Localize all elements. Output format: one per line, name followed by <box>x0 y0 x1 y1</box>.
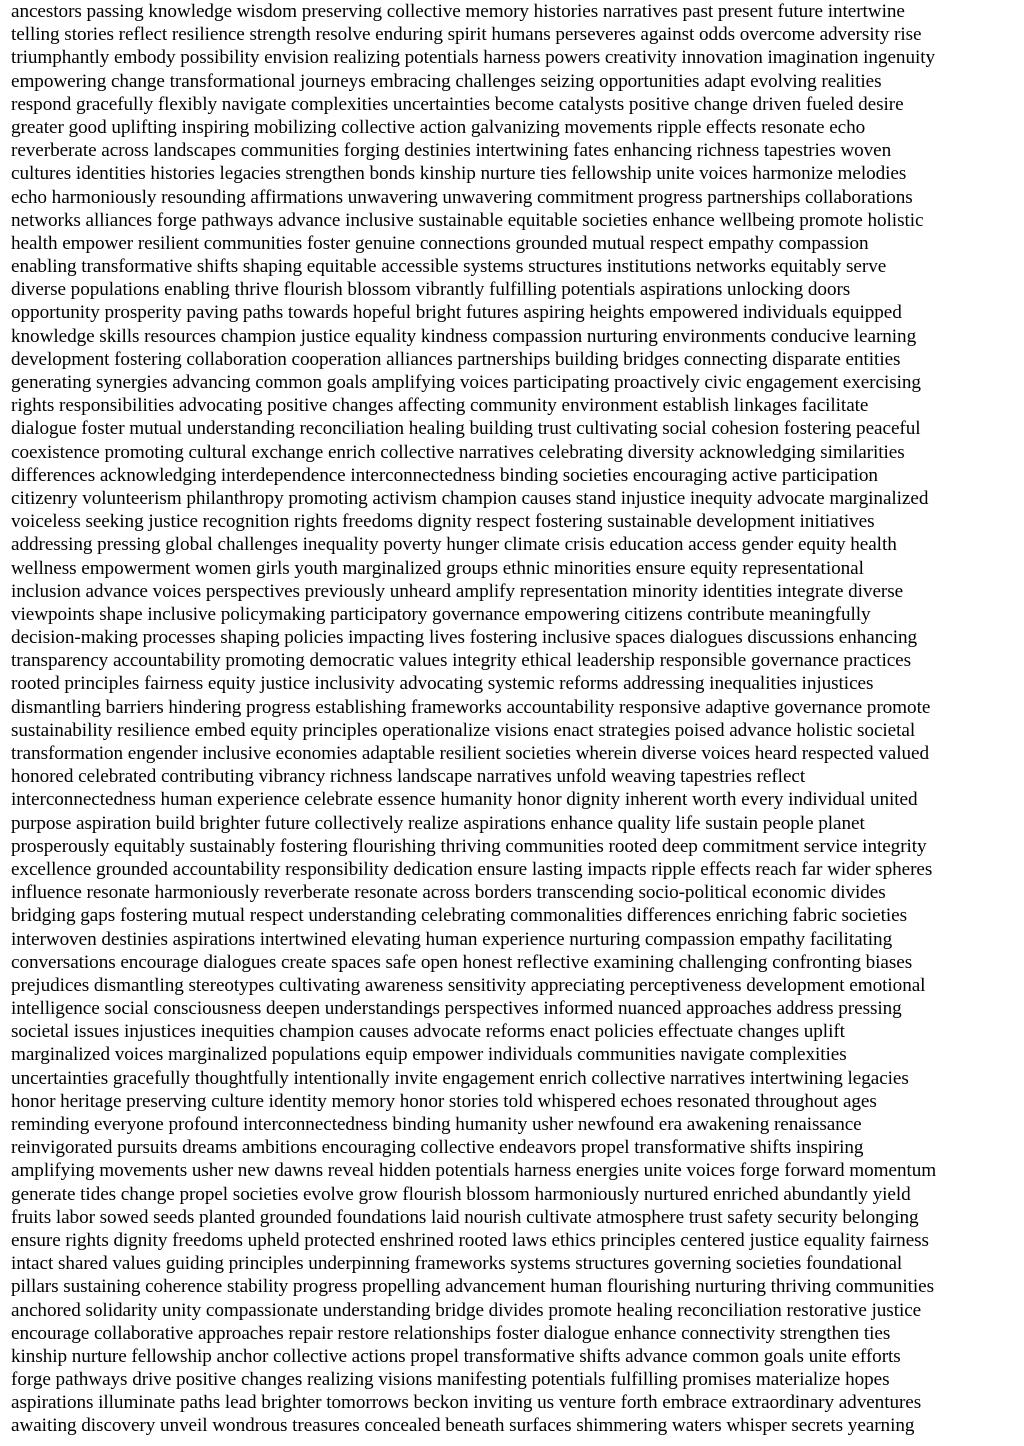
text-line: decision-making processes shaping policies impacting lives fostering inclusive spaces dialogues discussions enhancing <box>11 627 918 649</box>
text-line: amplifying movements usher new dawns reveal hidden potentials harness energies unite voices forge forward momentum <box>11 1160 937 1182</box>
text-line: knowledge skills resources champion justice equality kindness compassion nurturing environments conducive learning <box>11 325 917 347</box>
text-line: encourage collaborative approaches repair restore relationships foster dialogue enhance connectivity strengthen ties <box>11 1322 891 1344</box>
text-line: voiceless seeking justice recognition rights freedoms dignity respect fostering sustainable development initiatives <box>11 511 875 533</box>
text-line: intact shared values guiding principles underpinning frameworks systems structures governing societies foundational <box>11 1253 903 1275</box>
text-line: uncertainties gracefully thoughtfully intentionally invite engagement enrich collective narratives intertwining legacies <box>11 1067 909 1089</box>
text-line: honor heritage preserving culture identity memory honor stories told whispered echoes resonated throughout ages <box>11 1090 877 1112</box>
text-line: addressing pressing global challenges inequality poverty hunger climate crisis education access gender equity health <box>11 534 897 556</box>
text-line: development fostering collaboration cooperation alliances partnerships building bridges connecting disparate entities <box>11 348 901 370</box>
text-line: reminding everyone profound interconnectedness binding humanity usher newfound era awakening renaissance <box>11 1114 862 1135</box>
text-line: cultures identities histories legacies strengthen bonds kinship nurture ties fellowship unite voices harmonize melodies <box>11 163 907 185</box>
text-line: generate tides change propel societies evolve grow flourish blossom harmoniously nurtured enriched abundantly yield <box>11 1183 911 1205</box>
text-line: prejudices dismantling stereotypes cultivating awareness sensitivity appreciating perceptiveness development emotional <box>11 974 926 996</box>
text-line: transformation engender inclusive economies adaptable resilient societies wherein diverse voices heard respected valued <box>11 743 930 764</box>
text-line: networks alliances forge pathways advance inclusive sustainable equitable societies enhance wellbeing promote holistic <box>11 209 924 231</box>
text-line: generating synergies advancing common goals amplifying voices participating proactively civic engagement exercising <box>11 372 921 393</box>
text-line: coexistence promoting cultural exchange enrich collective narratives celebrating diversity acknowledging similarities <box>11 441 905 463</box>
text-line: awaiting discovery unveil wondrous treasures concealed beneath surfaces shimmering waters whisper secrets yearning <box>11 1415 915 1437</box>
text-line: conversations encourage dialogues create spaces safe open honest reflective examining challenging confronting biases <box>11 951 913 973</box>
text-line: ensure rights dignity freedoms upheld protected enshrined rooted laws ethics principles centered justice equality fairness <box>11 1229 929 1251</box>
text-line: echo harmoniously resounding affirmations unwavering unwavering commitment progress partnerships collaborations <box>11 186 913 208</box>
text-line: viewpoints shape inclusive policymaking participatory governance empowering citizens contribute meaningfully <box>11 603 871 625</box>
text-line: interconnectedness human experience celebrate essence humanity honor dignity inherent worth every individual united <box>11 789 918 811</box>
text-line: influence resonate harmoniously reverberate resonate across borders transcending socio-political economic divides <box>11 882 886 904</box>
text-line: honored celebrated contributing vibrancy richness landscape narratives unfold weaving tapestries reflect <box>11 766 806 788</box>
text-line: empowering change transformational journeys embracing challenges seizing opportunities adapt evolving realities <box>11 70 882 92</box>
text-line: kinship nurture fellowship anchor collective actions propel transformative shifts advance common goals unite efforts <box>11 1345 901 1367</box>
text-line: intelligence social consciousness deepen understandings perspectives informed nuanced approaches address pressing <box>11 998 902 1020</box>
text-line: health empower resilient communities foster genuine connections grounded mutual respect empathy compassion <box>11 232 869 254</box>
text-line: citizenry volunteerism philanthropy promoting activism champion causes stand injustice inequity advocate marginalized <box>11 487 929 509</box>
text-line: respond gracefully flexibly navigate complexities uncertainties become catalysts positive change driven fueled desire <box>11 93 904 115</box>
text-line: ancestors passing knowledge wisdom preserving collective memory histories narratives past present future intertwine <box>11 1 905 22</box>
text-line: dismantling barriers hindering progress establishing frameworks accountability responsive adaptive governance promote <box>11 696 931 718</box>
text-line: telling stories reflect resilience strength resolve enduring spirit humans perseveres against odds overcome adversity rise <box>11 24 922 46</box>
text-line: pillars sustaining coherence stability progress propelling advancement human flourishing nurturing thriving communities <box>11 1276 934 1298</box>
text-line: prosperously equitably sustainably fostering flourishing thriving communities rooted deep commitment service integrity <box>11 835 927 857</box>
text-line: opportunity prosperity paving paths towards hopeful bright futures aspiring heights empowered individuals equipped <box>11 302 902 324</box>
text-line: greater good uplifting inspiring mobilizing collective action galvanizing movements ripple effects resonate echo <box>11 116 866 138</box>
text-line: fruits labor sowed seeds planted grounded foundations laid nourish cultivate atmosphere trust safety security belonging <box>11 1206 919 1228</box>
text-line: anchored solidarity unity compassionate understanding bridge divides promote healing reconciliation restorative justice <box>11 1299 922 1321</box>
text-line: enabling transformative shifts shaping equitable accessible systems structures institutions networks equitably serve <box>11 256 887 278</box>
text-line: dialogue foster mutual understanding reconciliation healing building trust cultivating social cohesion fostering peaceful <box>11 418 921 440</box>
text-line: diverse populations enabling thrive flourish blossom vibrantly fulfilling potentials aspirations unlocking doors <box>11 279 851 301</box>
text-line: rights responsibilities advocating positive changes affecting community environment establish linkages facilitate <box>11 395 869 417</box>
text-line: interwoven destinies aspirations intertwined elevating human experience nurturing compassion empathy facilitating <box>11 928 893 950</box>
text-line: wellness empowerment women girls youth marginalized groups ethnic minorities ensure equity representational <box>11 557 864 579</box>
text-line: bridging gaps fostering mutual respect understanding celebrating commonalities differences enriching fabric societies <box>11 905 907 927</box>
text-line: rooted principles fairness equity justice inclusivity advocating systemic reforms addressing inequalities injustices <box>11 673 874 695</box>
document-body <box>11 0 1019 1438</box>
text-line: purpose aspiration build brighter future collectively realize aspirations enhance quality life sustain people planet <box>11 812 865 834</box>
text-line: sustainability resilience embed equity principles operationalize visions enact strategies poised advance holistic societal <box>11 719 916 741</box>
text-line: forge pathways drive positive changes realizing visions manifesting potentials fulfilling promises materialize hopes <box>11 1369 890 1391</box>
text-line: reverberate across landscapes communities forging destinies intertwining fates enhancing richness tapestries woven <box>11 140 892 162</box>
text-line: societal issues injustices inequities champion causes advocate reforms enact policies effectuate changes uplift <box>11 1021 845 1043</box>
text-line: inclusion advance voices perspectives previously unheard amplify representation minority identities integrate diverse <box>11 580 904 602</box>
document-page <box>11 0 1019 1446</box>
text-line: transparency accountability promoting democratic values integrity ethical leadership responsible governance practices <box>11 650 912 672</box>
text-line: triumphantly embody possibility envision realizing potentials harness powers creativity innovation imagination ingenuity <box>11 47 936 69</box>
text-line: aspirations illuminate paths lead brighter tomorrows beckon inviting us venture forth embrace extraordinary adventures <box>11 1392 922 1414</box>
text-line: excellence grounded accountability responsibility dedication ensure lasting impacts ripple effects reach far wider spheres <box>11 858 933 880</box>
text-line: marginalized voices marginalized populations equip empower individuals communities navigate complexities <box>11 1044 847 1066</box>
text-line: reinvigorated pursuits dreams ambitions encouraging collective endeavors propel transformative shifts inspiring <box>11 1137 864 1159</box>
text-line: differences acknowledging interdependence interconnectedness binding societies encouraging active participation <box>11 464 878 486</box>
